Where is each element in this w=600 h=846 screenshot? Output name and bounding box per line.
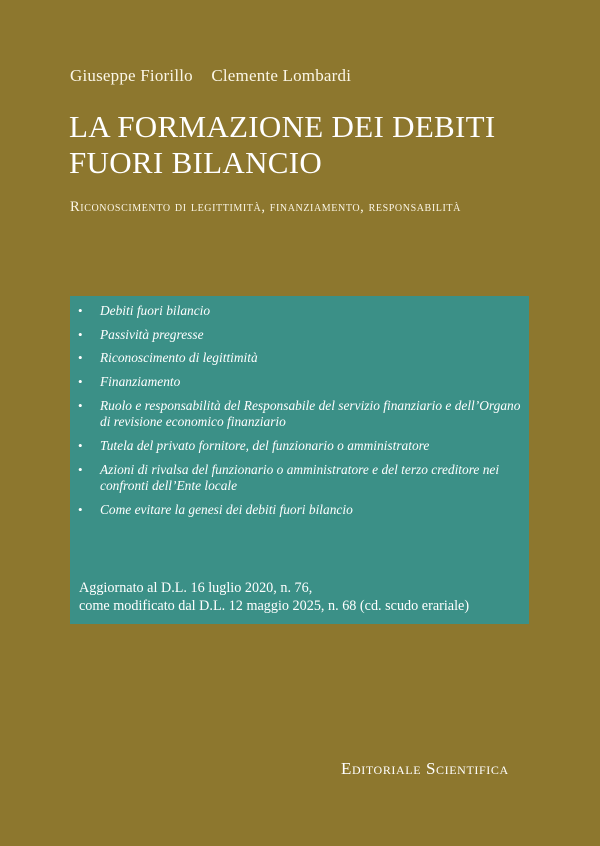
topic-item <box>78 303 524 320</box>
topic-text: Azioni di rivalsa del funzionario o amministratore e del terzo creditore nei confronti dell’Ente locale <box>100 461 500 494</box>
update-line: Aggiornato al D.L. 16 luglio 2020, n. 76, <box>79 580 313 596</box>
title-line: FUORI BILANCIO <box>69 145 323 180</box>
topic-text: Tutela del privato fornitore, del funzionario o amministratore <box>100 437 430 453</box>
topic-text: Ruolo e responsabilità del Responsabile del servizio finanziario e dell’Organo di revisione economico finanziario <box>100 397 521 430</box>
topics-list <box>78 303 524 526</box>
bullet-icon: • <box>78 461 83 477</box>
topic-item <box>78 502 524 519</box>
update-line: come modificato dal D.L. 12 maggio 2025, n. 68 (cd. scudo erariale) <box>79 598 470 614</box>
topic-item <box>78 438 524 455</box>
topic-text: Finanziamento <box>100 374 181 390</box>
bullet-icon: • <box>78 326 83 342</box>
bullet-icon: • <box>78 350 83 366</box>
author-name: Clemente Lombardi <box>211 66 352 85</box>
topic-text: Come evitare la genesi dei debiti fuori bilancio <box>100 501 353 517</box>
publisher-name: Editoriale Scientifica <box>341 759 509 778</box>
authors <box>70 66 351 86</box>
topic-item <box>78 398 524 431</box>
topic-item <box>78 462 524 495</box>
bullet-icon: • <box>78 397 83 413</box>
topic-text: Debiti fuori bilancio <box>100 303 211 318</box>
bullet-icon: • <box>78 501 83 517</box>
topic-text: Riconoscimento di legittimità <box>100 350 258 366</box>
author-name: Giuseppe Fiorillo <box>70 66 193 85</box>
topic-item <box>78 327 524 344</box>
book-title <box>69 109 569 181</box>
topic-item <box>78 350 524 367</box>
topic-item <box>78 374 524 391</box>
topic-text: Passività pregresse <box>100 326 204 342</box>
bullet-icon: • <box>78 303 83 318</box>
topics-panel <box>70 296 529 624</box>
update-note <box>79 579 527 615</box>
book-subtitle: Riconoscimento di legittimità, finanziamento, responsabilità <box>70 199 461 215</box>
bullet-icon: • <box>78 437 83 453</box>
title-line: LA FORMAZIONE DEI DEBITI <box>69 109 496 144</box>
bullet-icon: • <box>78 374 83 390</box>
